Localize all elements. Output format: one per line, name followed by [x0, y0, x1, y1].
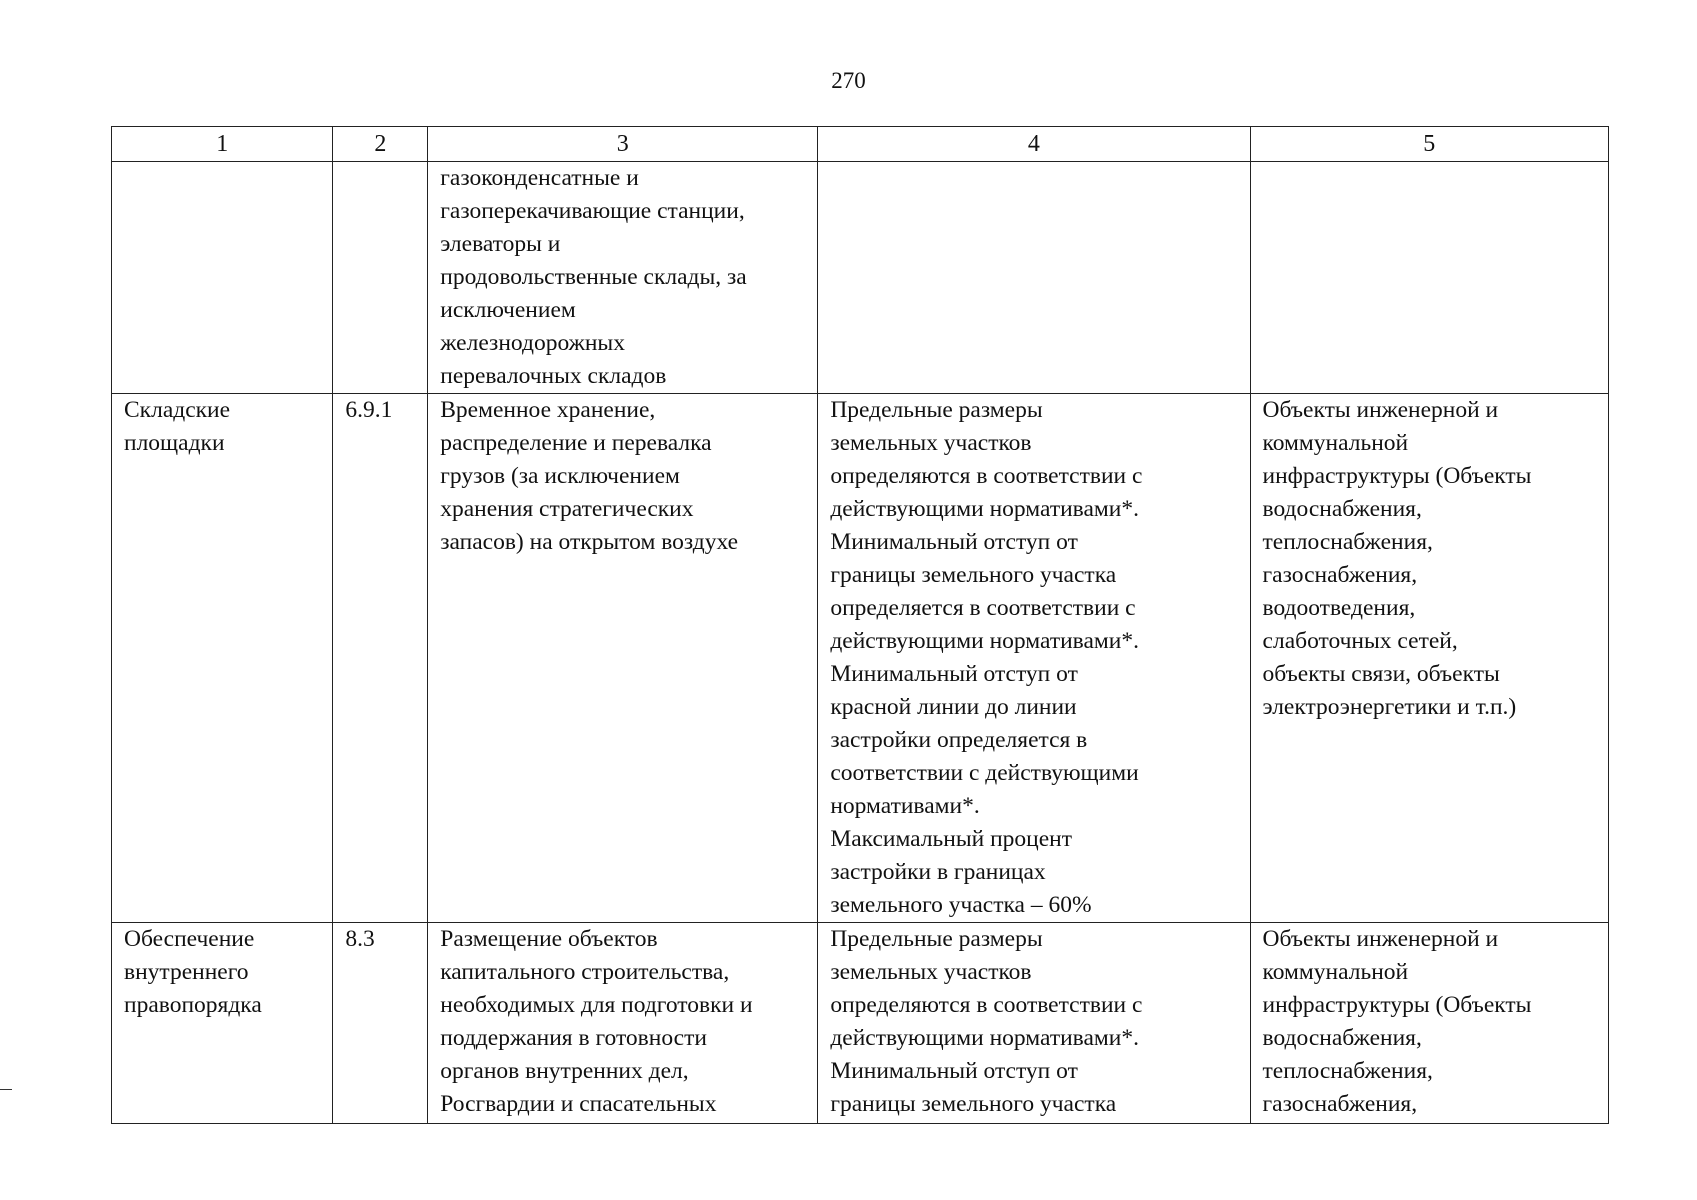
text-line: земельных участков [830, 959, 1032, 985]
text-line: водоотведения, [1262, 595, 1416, 621]
cell-auxiliary-uses [1250, 394, 1608, 923]
cell-col5 [1250, 162, 1608, 394]
text-line: определяется в соответствии с [830, 595, 1136, 621]
text-line: Обеспечение [124, 926, 255, 952]
header-col-3: 3 [428, 127, 818, 162]
text-line: Минимальный отступ от [830, 1058, 1078, 1084]
table-row-continued [112, 162, 1609, 394]
cell-description [428, 394, 818, 923]
text-line: хранения стратегических [440, 496, 694, 522]
header-col-5: 5 [1250, 127, 1608, 162]
text-line: запасов) на открытом воздухе [440, 529, 739, 555]
text-line: Временное хранение, [440, 397, 656, 423]
text-line: перевалочных складов [440, 363, 667, 389]
text-line: Минимальный отступ от [830, 529, 1078, 555]
page-number: 270 [831, 68, 866, 93]
header-col-4: 4 [818, 127, 1250, 162]
text-line: Минимальный отступ от [830, 661, 1078, 687]
text-line: распределение и перевалка [440, 430, 712, 456]
text-line: земельного участка – 60% [830, 892, 1092, 918]
header-col-1: 1 [112, 127, 333, 162]
text-line: Росгвардии и спасательных [440, 1091, 717, 1117]
text-line: инфраструктуры (Объекты [1262, 992, 1532, 1018]
cell-col3 [428, 162, 818, 394]
text-line: капитального строительства, [440, 959, 730, 985]
text-line: водоснабжения, [1262, 496, 1422, 522]
text-line: соответствии с действующими [830, 760, 1139, 786]
text-line: площадки [124, 430, 225, 456]
header-col-2: 2 [333, 127, 428, 162]
text-line: Максимальный процент [830, 826, 1073, 852]
cell-col2 [333, 162, 428, 394]
text-line: продовольственные склады, за [440, 264, 747, 290]
text-line: красной линии до линии [830, 694, 1077, 720]
text-line: границы земельного участка [830, 1091, 1117, 1117]
text-line: застройки в границах [830, 859, 1046, 885]
margin-mark [0, 1089, 12, 1090]
text-line: водоснабжения, [1262, 1025, 1422, 1051]
cell-code: 6.9.1 [333, 394, 428, 923]
text-line: поддержания в готовности [440, 1025, 707, 1051]
text-line: элеваторы и [440, 231, 561, 257]
text-line: застройки определяется в [830, 727, 1088, 753]
text-line: газоконденсатные и [440, 165, 639, 191]
text-line: нормативами*. [830, 793, 980, 819]
text-line: газоснабжения, [1262, 1091, 1418, 1117]
cell-code: 8.3 [333, 923, 428, 1124]
cell-col1 [112, 162, 333, 394]
table-row-internal-order [112, 923, 1609, 1124]
text-line: Предельные размеры [830, 926, 1043, 952]
text-line: коммунальной [1262, 959, 1409, 985]
cell-description [428, 923, 818, 1124]
text-line: исключением [440, 297, 576, 323]
text-line: действующими нормативами*. [830, 496, 1139, 522]
text-line: газоснабжения, [1262, 562, 1418, 588]
cell-use-type [112, 394, 333, 923]
text-line: железнодорожных [440, 330, 625, 356]
text-line: действующими нормативами*. [830, 628, 1139, 654]
text-line: определяются в соответствии с [830, 992, 1143, 1018]
text-line: Объекты инженерной и [1262, 397, 1499, 423]
text-line: Складские [124, 397, 231, 423]
text-line: слаботочных сетей, [1262, 628, 1458, 654]
header-row [112, 127, 1609, 162]
text-line: Предельные размеры [830, 397, 1043, 423]
cell-parameters [818, 923, 1250, 1124]
text-line: границы земельного участка [830, 562, 1117, 588]
text-line: электроэнергетики и т.п.) [1262, 694, 1517, 720]
cell-col4 [818, 162, 1250, 394]
text-line: необходимых для подготовки и [440, 992, 753, 1018]
text-line: объекты связи, объекты [1262, 661, 1500, 687]
table-row-warehouse-sites [112, 394, 1609, 923]
text-line: теплоснабжения, [1262, 1058, 1433, 1084]
text-line: Размещение объектов [440, 926, 658, 952]
text-line: инфраструктуры (Объекты [1262, 463, 1532, 489]
zoning-table [111, 126, 1609, 1124]
text-line: коммунальной [1262, 430, 1409, 456]
text-line: определяются в соответствии с [830, 463, 1143, 489]
text-line: Объекты инженерной и [1262, 926, 1499, 952]
text-line: правопорядка [124, 992, 262, 1018]
text-line: теплоснабжения, [1262, 529, 1433, 555]
text-line: внутреннего [124, 959, 249, 985]
text-line: грузов (за исключением [440, 463, 680, 489]
cell-use-type [112, 923, 333, 1124]
text-line: газоперекачивающие станции, [440, 198, 745, 224]
text-line: действующими нормативами*. [830, 1025, 1139, 1051]
cell-auxiliary-uses [1250, 923, 1608, 1124]
cell-parameters [818, 394, 1250, 923]
text-line: органов внутренних дел, [440, 1058, 689, 1084]
text-line: земельных участков [830, 430, 1032, 456]
